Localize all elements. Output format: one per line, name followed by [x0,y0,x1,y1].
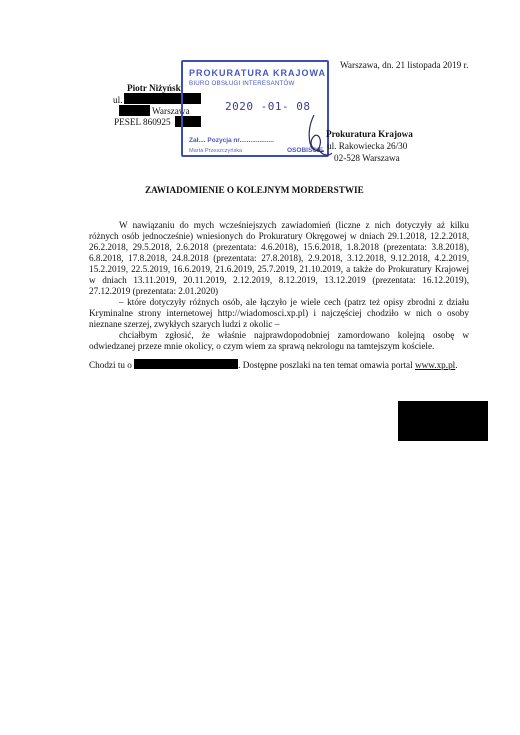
portal-link[interactable]: www.xp.pl [414,360,456,370]
paragraph-4-tail: . [455,360,458,370]
document-title: ZAWIADOMIENIE O KOLEJNYM MORDERSTWIE [145,185,364,195]
sender-pesel: PESEL 860925 [114,117,171,127]
redaction-signature-block [398,401,488,441]
stamp-office-name: PROKURATURA KRAJOWA [189,68,326,78]
sender-name: Piotr Niżyński [127,83,184,93]
sender-street-prefix: ul. [113,95,123,105]
letter-body [89,220,469,352]
stamp-position-line: Zał.... Pozycja nr................... [189,137,274,144]
paragraph-3: chciałbym zgłosić, że właśnie najprawdopodobniej zamordowano kolejną osobę w odwiedzanej przeze mnie okolicy, o czym wiem za sprawą nekrologu na tamtejszym kościele. [89,330,469,351]
recipient-city: 02-528 Warszawa [334,153,400,163]
paragraph-2: – które dotyczyły różnych osób, ale łączyło je wiele cech (patrz też opisy zbrodni z działu Kryminalne strony internetowej http://wiadomosci.xp.pl) i najczęściej chodziło w nich o osoby nieznane szerzej, zwykłych szarych ludzi z okolic – [89,297,469,329]
sender-city: Warszawa [152,106,190,116]
paragraph-4-end: . Dostępne poszlaki na ten temat omawia portal [238,360,415,370]
stamp-date: 2020 -01- 08 [225,100,311,113]
stamp-personal: OSOBIŚCIE [287,147,324,154]
recipient-name: Prokuratura Krajowa [326,129,413,139]
paragraph-1: W nawiązaniu do mych wcześniejszych zawiadomień (liczne z nich dotyczyły aż kilku różnych osób jednocześnie) wniesionych do Prokuratury Okręgowej w dniach 29.1.2018, 12.2.2018, 26.2.2018, 29.5.2018, 2.6.2018 (prezentata: 4.6.2018), 15.6.2018, 1.8.2018 (prezentata: 3.8.2018), 6.8.2018, 17.8.2018, 24.8.2018 (prezentata: 27.8.2018), 2.9.2018, 3.12.2018, 9.12.2018, 4.2.2019, 15.2.2019, 22.5.2019, 16.6.2019, 21.6.2019, 25.7.2019, 21.10.2019, a także do Prokuratury Krajowej w dniach 13.11.2019, 20.11.2019, 2.12.2019, 8.12.2019, 13.12.2019 (prezentata: 16.12.2019), 27.12.2019 (prezentata: 2.01.2020) [89,220,469,296]
stamp-office-dept: BIURO OBSŁUGI INTERESANTÓW [189,80,295,87]
stamp-clerk-name: Marta Przeszczyńska [189,148,243,154]
recipient-street: ul. Rakowiecka 26/30 [327,141,408,151]
place-date: Warszawa, dn. 21 listopada 2019 r. [340,60,469,70]
redaction-name [134,359,238,369]
paragraph-4 [89,359,458,371]
redaction-postcode [119,105,150,116]
paragraph-4-start: Chodzi tu o [89,360,132,370]
